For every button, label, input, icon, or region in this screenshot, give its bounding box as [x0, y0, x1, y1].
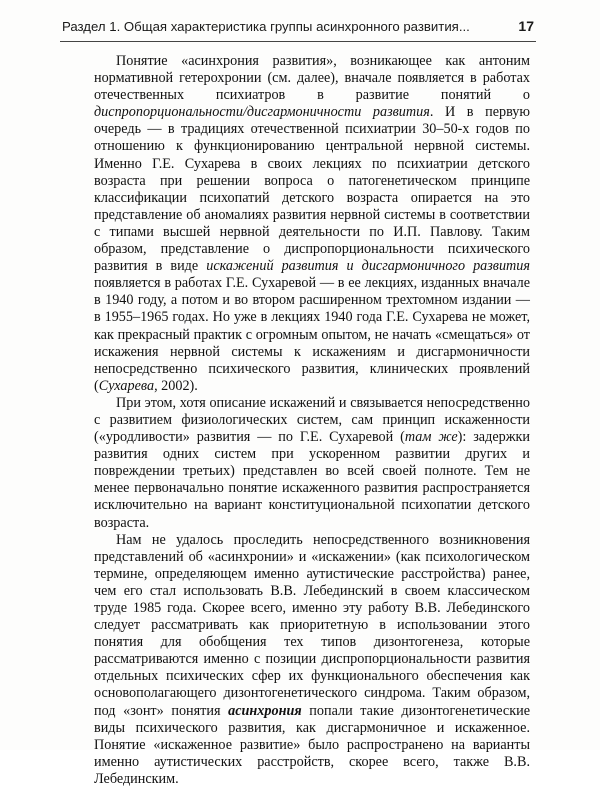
- text-segment: Понятие «асинхрония развития», возникающее как антоним нормативной гетерохронии (см. далее), вначале появляется в работах отечественных психиатров в развитие понятий о: [94, 53, 530, 104]
- text-segment: . И в первую очередь — в традициях отечественной психиатрии 30–50-х годов по отношению к функционированию центральной нервной системы. Именно Г.Е. Сухарева в своих лекциях по психиатрии детского возраста при решении вопроса о патогенетическом принципе классификации психопатий детского возраста опирается на это представление об аномалиях развития нервной системы в соответствии с типами высшей нервной деятельности по И.П. Павлову. Таким образом, представление о диспропорциональности психического развития в виде: [94, 104, 530, 275]
- page-number: 17: [518, 18, 534, 34]
- text-segment: , 2002).: [154, 377, 198, 394]
- running-head: [62, 18, 534, 40]
- main-text: [94, 53, 530, 788]
- citation-author: Сухарева: [98, 377, 155, 394]
- section-title: Раздел 1. Общая характеристика группы асинхронного развития...: [62, 19, 470, 34]
- text-segment: попали такие дизонтогенетические виды психического развития, как дисгармоничное и искаженное. Понятие «искаженное развитие» было распространено на варианты именно аутистических расстройств, скорее всего, также В.В. Лебединским.: [94, 702, 530, 787]
- paragraph-2: [94, 395, 530, 532]
- paragraph-1: [94, 53, 530, 395]
- header-divider: [60, 41, 536, 42]
- text-segment: появляется в работах Г.Е. Сухаревой — в ее лекциях, изданных вначале в 1940 году, а потом и во втором расширенном трехтомном издании — в 1955–1965 годах. Но уже в лекциях 1940 года Г.Е. Сухарева не может, как прекрасный практик с огромным опытом, не начать «смещаться» от искажения нервной системы к искажениям и дисгармоничности непосредственно психического развития, клинических проявлений (: [94, 275, 530, 394]
- text-segment: ): задержки развития одних систем при ускоренном развитии других и повреждении третьих) представлен во всей своей полноте. Тем не менее первоначально понятие искаженного развития распространяется исключительно на вариант конституциональной психопатии детского возраста.: [94, 429, 531, 531]
- bold-italic-term: асинхрония: [228, 702, 302, 719]
- citation-ibid: там же: [404, 429, 458, 446]
- italic-term: искажений развития и дисгармоничного развития: [206, 258, 530, 275]
- text-segment: Нам не удалось проследить непосредственного возникновения представлений об «асинхронии» и «искажении» (как психологическом термине, определяющем именно аутистические расстройства) ранее, чем его стал использовать В.В. Лебединский в своем классическом труде 1985 года. Скорее всего, именно эту работу В.В. Лебединского следует рассматривать как приоритетную в использовании этого понятия для обобщения тех типов дизонтогенеза, которые рассматриваются именно с позиции диспропорциональности развития отдельных психических сфер их функционального обеспечения как основополагающего дизонтогенетического синдрома. Таким образом, под «зонт» понятия: [94, 531, 530, 719]
- text-segment: При этом, хотя описание искажений и связывается непосредственно с развитием физиологических систем, сам принцип искаженности («уродливости» развития — по Г.Е. Сухаревой (: [94, 394, 530, 446]
- italic-term: диспропорциональности/дисгармоничности развития: [94, 104, 430, 121]
